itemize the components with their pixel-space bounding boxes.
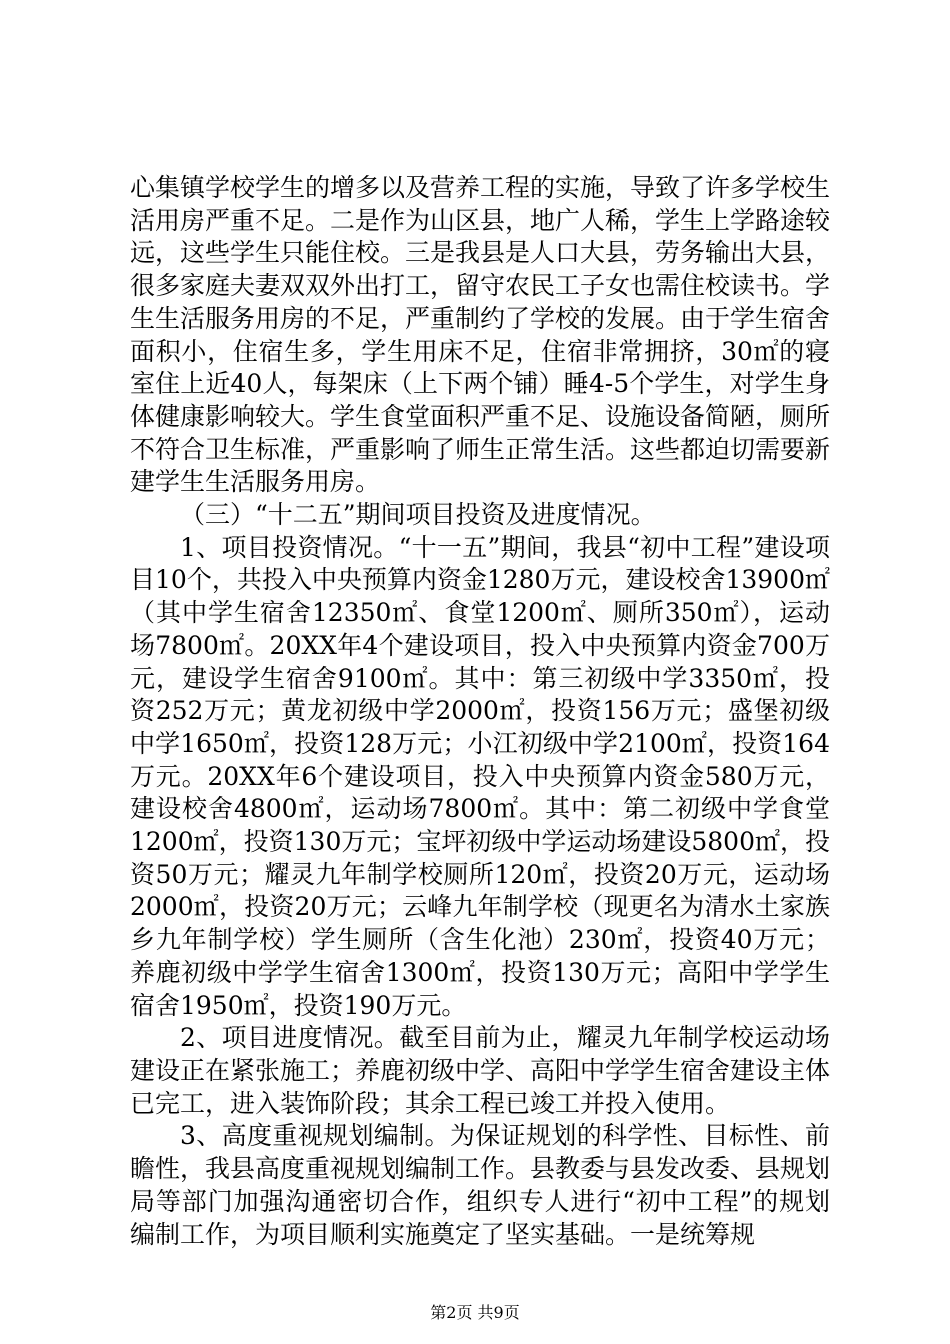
paragraph-progress: 2、项目进度情况。截至目前为止，耀灵九年制学校运动场建设正在紧张施工；养鹿初级中学、高阳中学学生宿舍建设主体已完工，进入装饰阶段；其余工程已竣工并投入使用。	[130, 1023, 831, 1118]
section-heading: （三）“十二五”期间项目投资及进度情况。	[180, 500, 656, 530]
paragraph-investment: 1、项目投资情况。“十一五”期间，我县“初中工程”建设项目10个，共投入中央预算内资金1280万元，建设校舍13900㎡（其中学生宿舍12350㎡、食堂1200㎡、厕所350㎡），运动场7800㎡。20XX年4个建设项目，投入中央预算内资金700万元，建设学生宿舍9100㎡。其中：第三初级中学3350㎡，投资252万元；黄龙初级中学2000㎡，投资156万元；盛堡初级中学1650㎡，投资128万元；小江初级中学2100㎡，投资164万元。20XX年6个建设项目，投入中央预算内资金580万元，建设校舍4800㎡，运动场7800㎡。其中：第二初级中学食堂1200㎡，投资130万元；宝坪初级中学运动场建设5800㎡，投资50万元；耀灵九年制学校厕所120㎡，投资20万元，运动场2000㎡，投资20万元；云峰九年制学校（现更名为清水土家族乡九年制学校）学生厕所（含生化池）230㎡，投资40万元；养鹿初级中学学生宿舍1300㎡，投资130万元；高阳中学学生宿舍1950㎡，投资190万元。	[130, 532, 830, 1020]
page-number: 第2页 共9页	[430, 1303, 520, 1322]
document-body	[130, 172, 830, 1251]
paragraph-continuation: 心集镇学校学生的增多以及营养工程的实施，导致了许多学校生活用房严重不足。二是作为山区县，地广人稀，学生上学路途较远，这些学生只能住校。三是我县是人口大县，劳务输出大县，很多家庭夫妻双双外出打工，留守农民工子女也需住校读书。学生生活服务用房的不足，严重制约了学校的发展。由于学生宿舍面积小，住宿生多，学生用床不足，住宿非常拥挤，30㎡的寝室住上近40人，每架床（上下两个铺）睡4-5个学生，对学生身体健康影响较大。学生食堂面积严重不足、设施设备简陋，厕所不符合卫生标准，严重影响了师生正常生活。这些都迫切需要新建学生生活服务用房。	[130, 173, 831, 497]
paragraph-planning: 3、高度重视规划编制。为保证规划的科学性、目标性、前瞻性，我县高度重视规划编制工作。县教委与县发改委、县规划局等部门加强沟通密切合作，组织专人进行“初中工程”的规划编制工作，为项目顺利实施奠定了坚实基础。一是统筹规	[130, 1121, 831, 1249]
